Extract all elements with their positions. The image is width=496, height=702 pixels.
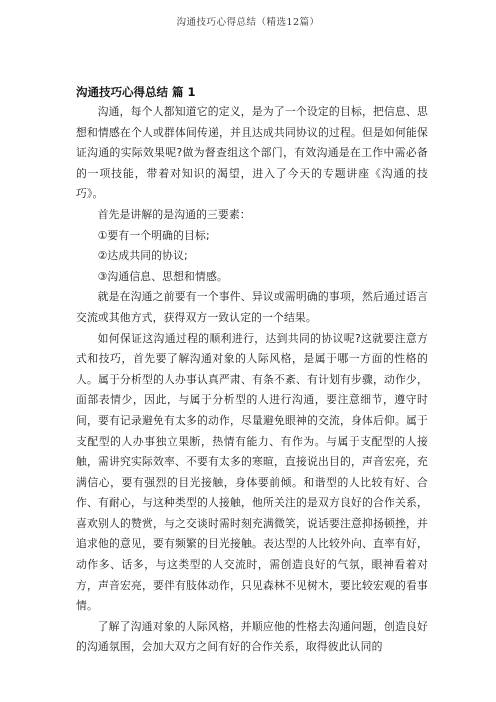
article-title: 沟通技巧心得总结 篇 1 bbox=[76, 85, 196, 99]
running-header: 沟通技巧心得总结（精选12篇） bbox=[176, 17, 320, 28]
paragraph-personality-styles: 如何保证这沟通过程的顺利进行，达到共同的协议呢?这就要注意方式和技巧，首先要了解沟通对象的人际风格，是属于哪一方面的性格的人。属于分析型的人办事认真严肃、有条不紊、有计划有步骤，动作少，面部表情少，因此，与属于分析型的人进行沟通，要注意细节，遵守时间，要有记录避免有太多的动作，尽量避免眼神的交流，身体后仰。属于支配型的人办事独立果断，热情有能力、有作为。与属于支配型的人接触，需讲究实际效率、不要有太多的寒暄，直接说出目的，声音宏亮，充满信心，要有强烈的目光接触，身体要前倾。和谐型的人比较有好、合作、有耐心，与这种类型的人接触，他所关注的是双方良好的合作关系，喜欢别人的赞赏，与之交谈时需时刻充满微笑，说话要注意抑扬顿挫，并追求他的意见，要有频繁的目光接触。表达型的人比较外向、直率有好，动作多、话多，与这类型的人交流时，需创造良好的气氛，眼神看着对方，声音宏亮，要伴有肢体动作，只见森林不见树木，要比较宏观的看事情。 bbox=[76, 331, 428, 613]
paragraph-three-elements-heading: 首先是讲解的是沟通的三要素： bbox=[97, 207, 251, 221]
paragraph-before-communication: 就是在沟通之前要有一个事件、异议或需明确的事项，然后通过语言交流或其他方式，获得双方一致认定的一个结果。 bbox=[76, 290, 428, 324]
list-item-agreement: ②达成共同的协议; bbox=[97, 249, 188, 263]
paragraph-intro: 沟通，每个人都知道它的定义，是为了一个设定的目标，把信息、思想和情感在个人或群体间传递，并且达成共同协议的过程。但是如何能保证沟通的实际效果呢?做为督查组这个部门，有效沟通是在工作中需必备的一项技能，带着对知识的渴望，进入了今天的专题讲座《沟通的技巧》。 bbox=[76, 105, 428, 201]
paragraph-conclusion-partial: 了解了沟通对象的人际风格，并顺应他的性格去沟通问题，创造良好的沟通氛围，会加大双方之间有好的合作关系，取得彼此认同的 bbox=[76, 619, 428, 654]
article-body bbox=[76, 83, 428, 658]
list-item-information: ③沟通信息、思想和情感。 bbox=[97, 269, 228, 283]
list-item-goal: ①要有一个明确的目标; bbox=[97, 228, 210, 242]
